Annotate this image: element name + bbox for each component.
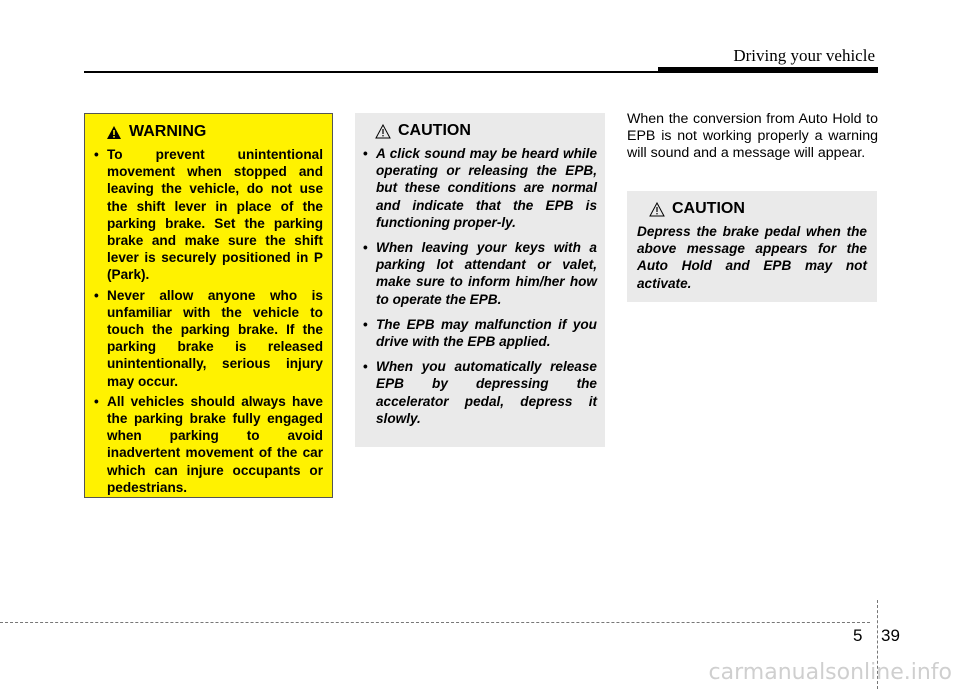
list-item: • A click sound may be heard while operating or releasing the EPB, but these conditions are normal and indicate that the EPB is functioning proper-ly. — [363, 145, 597, 231]
list-item: • When you automatically release EPB by depressing the accelerator pedal, depress it slowly. — [363, 358, 597, 427]
warning-title — [94, 122, 323, 142]
caution-title — [637, 199, 867, 219]
caution-text: Depress the brake pedal when the above message appears for the Auto Hold and EPB may not activate. — [637, 224, 867, 291]
caution-title — [363, 121, 597, 141]
caution-title-label: CAUTION — [398, 122, 471, 139]
header-rule — [84, 71, 664, 73]
caution-triangle-icon — [375, 124, 391, 139]
caution-triangle-icon — [649, 202, 665, 217]
section-title: Driving your vehicle — [733, 46, 875, 65]
warning-title-label: WARNING — [129, 123, 207, 140]
page-number: 39 — [881, 626, 900, 645]
footer-rule — [0, 622, 870, 623]
watermark: carmanualsonline.info — [708, 660, 952, 685]
list-item: • Never allow anyone who is unfamiliar with the vehicle to touch the parking brake. If the parking brake is released unintentionally, serious injury may occur. — [94, 287, 323, 390]
caution-box-auto-hold — [627, 191, 877, 302]
list-item: • The EPB may malfunction if you drive with the EPB applied. — [363, 316, 597, 350]
list-item: • To prevent unintentional movement when stopped and leaving the vehicle, do not use the shift lever in place of the parking brake. Set the parking brake and make sure the shift lever is securely positioned in P (Park). — [94, 146, 323, 284]
list-item: • All vehicles should always have the parking brake fully engaged when parking to avoid inadvertent movement of the car which can injure occupants or pedestrians. — [94, 393, 323, 496]
caution-box — [355, 113, 605, 447]
chapter-number: 5 — [853, 626, 863, 645]
caution-list — [363, 145, 597, 427]
caution-title-label: CAUTION — [672, 200, 745, 217]
header-rule-accent — [658, 67, 878, 73]
warning-box — [84, 113, 333, 498]
list-item: • When leaving your keys with a parking lot attendant or valet, make sure to inform him/her how to operate the EPB. — [363, 239, 597, 308]
body-paragraph: When the conversion from Auto Hold to EPB is not working properly a warning will sound and a message will appear. — [627, 111, 878, 161]
warning-list — [94, 146, 323, 496]
warning-triangle-icon — [106, 125, 122, 140]
